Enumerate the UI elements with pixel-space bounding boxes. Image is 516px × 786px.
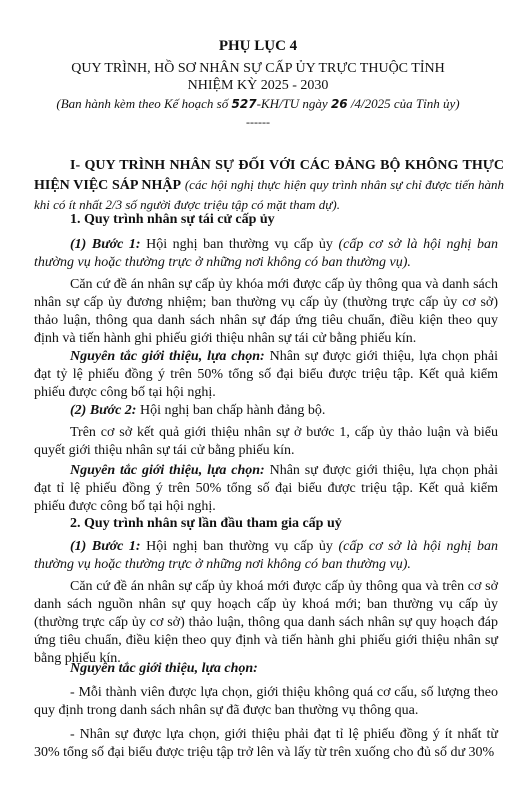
subtitle-line-1: QUY TRÌNH, HỒ SƠ NHÂN SỰ CẤP ỦY TRỰC THUỘC TỈNH (71, 61, 445, 76)
section-title-note: (các hội nghị thực hiện quy trình nhân sự chỉ được tiến hành khi có ít nhất 2/3 số người được triệu tập có mặt tham dự). (34, 177, 505, 212)
part2-step1-text: Hội nghị ban thường vụ cấp ủy (146, 539, 333, 554)
subtitle-line-2: NHIỆM KỲ 2025 - 2030 (187, 78, 329, 93)
part1-step1-label: (1) Bước 1: (70, 237, 141, 252)
part2-principle (34, 660, 498, 678)
issued-suffix: /4/2025 của Tỉnh ủy) (350, 96, 460, 111)
part1-step2-text: Hội nghị ban chấp hành đảng bộ. (139, 403, 326, 418)
section-title-bold: I- QUY TRÌNH NHÂN SỰ ĐỐI VỚI CÁC ĐẢNG BỘ KHÔNG THỰC HIỆN VIỆC SÁP NHẬP (34, 158, 504, 193)
issued-note (10, 96, 506, 112)
plan-number: 527 (231, 97, 257, 111)
part2-step1-label: (1) Bước 1: (70, 539, 141, 554)
part1-para1: Căn cứ đề án nhân sự cấp ủy khóa mới được cấp ủy thông qua và danh sách nhân sự cấp ủy đương nhiệm; ban thường vụ cấp ủy (thường trực cấp ủy cơ sở) thảo luận, thông qua danh sách nhân sự đáp ứng tiêu chuẩn, điều kiện theo quy định và tiến hành ghi phiếu giới thiệu nhân sự tái cử bằng phiếu kín. (34, 277, 498, 346)
appendix-title: PHỤ LỤC 4 (218, 38, 298, 54)
part2-principle-label: Nguyên tắc giới thiệu, lựa chọn: (70, 661, 258, 676)
part1-principle-label: Nguyên tắc giới thiệu, lựa chọn: (70, 349, 265, 364)
issued-mid: -KH/TU ngày (256, 96, 328, 111)
part2-step1 (34, 538, 498, 574)
issued-prefix: (Ban hành kèm theo Kế hoạch số (56, 96, 229, 111)
part1-heading: 1. Quy trình nhân sự tái cử cấp ủy (70, 212, 275, 227)
part2-para1: Căn cứ đề án nhân sự cấp ủy khoá mới được cấp ủy thông qua và trên cơ sở danh sách nguồn nhân sự quy hoạch cấp ủy khoá mới; ban thường vụ cấp ủy (thường trực cấp ủy cơ sở) thảo luận, thông qua danh sách nhân sự quy hoạch đáp ứng tiêu chuẩn, điều kiện theo quy định và tiến hành ghi phiếu giới thiệu nhân sự bằng phiếu kín. (34, 579, 498, 666)
part2-bullet-2: - Nhân sự được lựa chọn, giới thiệu phải đạt tỉ lệ phiếu đồng ý ít nhất từ 30% tổng số đại biểu được triệu tập trở lên và lấy từ trên xuống cho đủ số dư 30% (34, 727, 498, 760)
section-title (34, 156, 504, 215)
part1-step2 (34, 402, 498, 420)
part1-principle2-text: Nhân sự được giới thiệu, lựa chọn phải đạt tỉ lệ phiếu đồng ý trên 50% tổng số đại biểu được triệu tập. Kết quả kiểm phiếu được công bố tại hội nghị. (34, 463, 499, 514)
part1-step1-text: Hội nghị ban thường vụ cấp ủy (146, 237, 333, 252)
part1-step2-label: (2) Bước 2: (70, 403, 137, 418)
part1-step1 (34, 236, 498, 272)
part2-bullet-1: - Mỗi thành viên được lựa chọn, giới thiệu không quá cơ cấu, số lượng theo quy định trong danh sách nhân sự đã được ban thường vụ thông qua. (34, 685, 498, 718)
separator-dashes: ------ (246, 115, 270, 129)
part1-para2: Trên cơ sở kết quả giới thiệu nhân sự ở bước 1, cấp ủy thảo luận và biểu quyết giới thiệu nhân sự tái cử bằng phiếu kín. (34, 425, 498, 458)
part1-principle2 (34, 462, 498, 516)
part1-principle-text: Nhân sự được giới thiệu, lựa chọn phải đạt tỷ lệ phiếu đồng ý trên 50% tổng số đại biểu được triệu tập. Kết quả kiểm phiếu được công bố tại hội nghị. (34, 349, 499, 400)
part2-step1-note: (cấp cơ sở là hội nghị ban thường vụ hoặc thường trực ở những nơi không có ban thường vụ). (34, 539, 498, 572)
part1-step1-note: (cấp cơ sở là hội nghị ban thường vụ hoặc thường trực ở những nơi không có ban thường vụ). (34, 237, 498, 270)
issue-day: 26 (330, 97, 348, 111)
part2-heading: 2. Quy trình nhân sự lần đầu tham gia cấp uỷ (70, 516, 342, 531)
part1-principle2-label: Nguyên tắc giới thiệu, lựa chọn: (70, 463, 265, 478)
part1-principle (34, 348, 498, 402)
